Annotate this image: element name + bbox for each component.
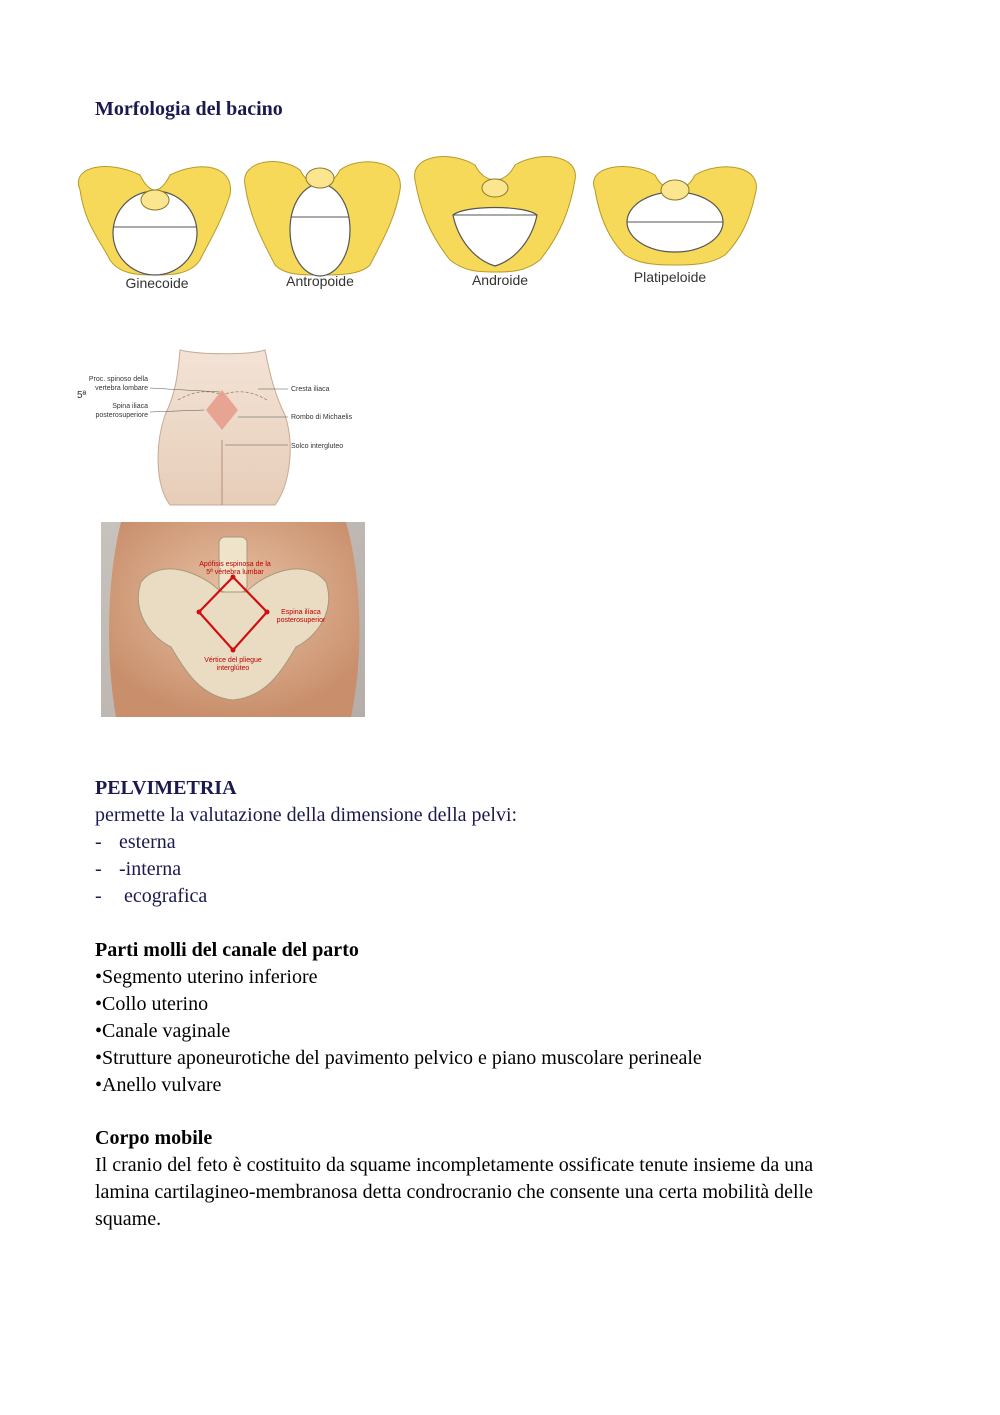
corpo-mobile-heading: Corpo mobile [95,1127,213,1149]
pelvis-label-antropoide: Antropoide [286,273,354,289]
anno-proc-spinoso-1: Proc. spinoso della [88,376,148,383]
anno-cresta-iliaca: Cresta iliaca [291,386,330,393]
parti-molli-section [95,937,702,1099]
anno-proc-spinoso-2: vertebra lombare [95,385,148,392]
paragraph-line: squame. [95,1208,162,1230]
pelvis-androide-illustration [415,157,576,272]
anno-spina-iliaca-2: posterosuperiore [95,412,148,419]
anno-espina-1: Espina ilíaca [281,609,321,616]
pelvis-label-androide: Androide [471,272,529,288]
michaelis-skeleton-figure [101,522,365,717]
anno-apofisis-2: 5ª vértebra lumbar [206,569,264,576]
pelvimetria-section [95,775,517,910]
pelvis-label-platipeloide: Platipeloide [633,269,707,285]
anno-solco-intergluteo: Solco intergluteo [291,443,344,450]
list-item: - ecografica [95,885,208,907]
anno-vertice-1: Vértice del pliegue [204,657,262,664]
pelvis-ginecoide-illustration [78,167,230,275]
anno-apofisis-1: Apófisis espinosa de la [199,561,271,568]
list-item: - esterna [95,831,176,853]
page-title: Morfologia del bacino [95,98,283,120]
vertebra-number-label: 5ª [77,390,87,401]
michaelis-back-figure [70,345,370,510]
anno-spina-iliaca-1: Spina iliaca [112,403,148,410]
parti-molli-heading: Parti molli del canale del parto [95,939,359,961]
anno-rombo-michaelis: Rombo di Michaelis [291,414,353,421]
pelvis-label-ginecoide: Ginecoide [125,275,189,291]
anno-espina-2: posterosuperior [276,617,326,624]
pelvis-platipeloide-illustration [594,167,757,265]
corpo-mobile-section [95,1125,813,1233]
pelvimetria-intro: permette la valutazione della dimensione della pelvi: [95,804,518,826]
list-item: - -interna [95,858,182,880]
pelvimetria-heading: PELVIMETRIA [95,777,237,799]
list-item: •Segmento uterino inferiore [95,966,318,988]
list-item: •Anello vulvare [95,1074,222,1096]
list-item: •Collo uterino [95,993,209,1015]
anno-vertice-2: interglúteo [216,665,250,672]
paragraph-line: Il cranio del feto è costituito da squame incompletamente ossificate tenute insieme da una [95,1154,814,1176]
list-item: •Strutture aponeurotiche del pavimento pelvico e piano muscolare perineale [95,1047,702,1069]
pelvis-antropoide-illustration [245,162,401,276]
list-item: •Canale vaginale [95,1020,231,1042]
pelvis-types-figure [70,150,770,300]
paragraph-line: lamina cartilagineo-membranosa detta condrocranio che consente una certa mobilità delle [95,1181,814,1203]
